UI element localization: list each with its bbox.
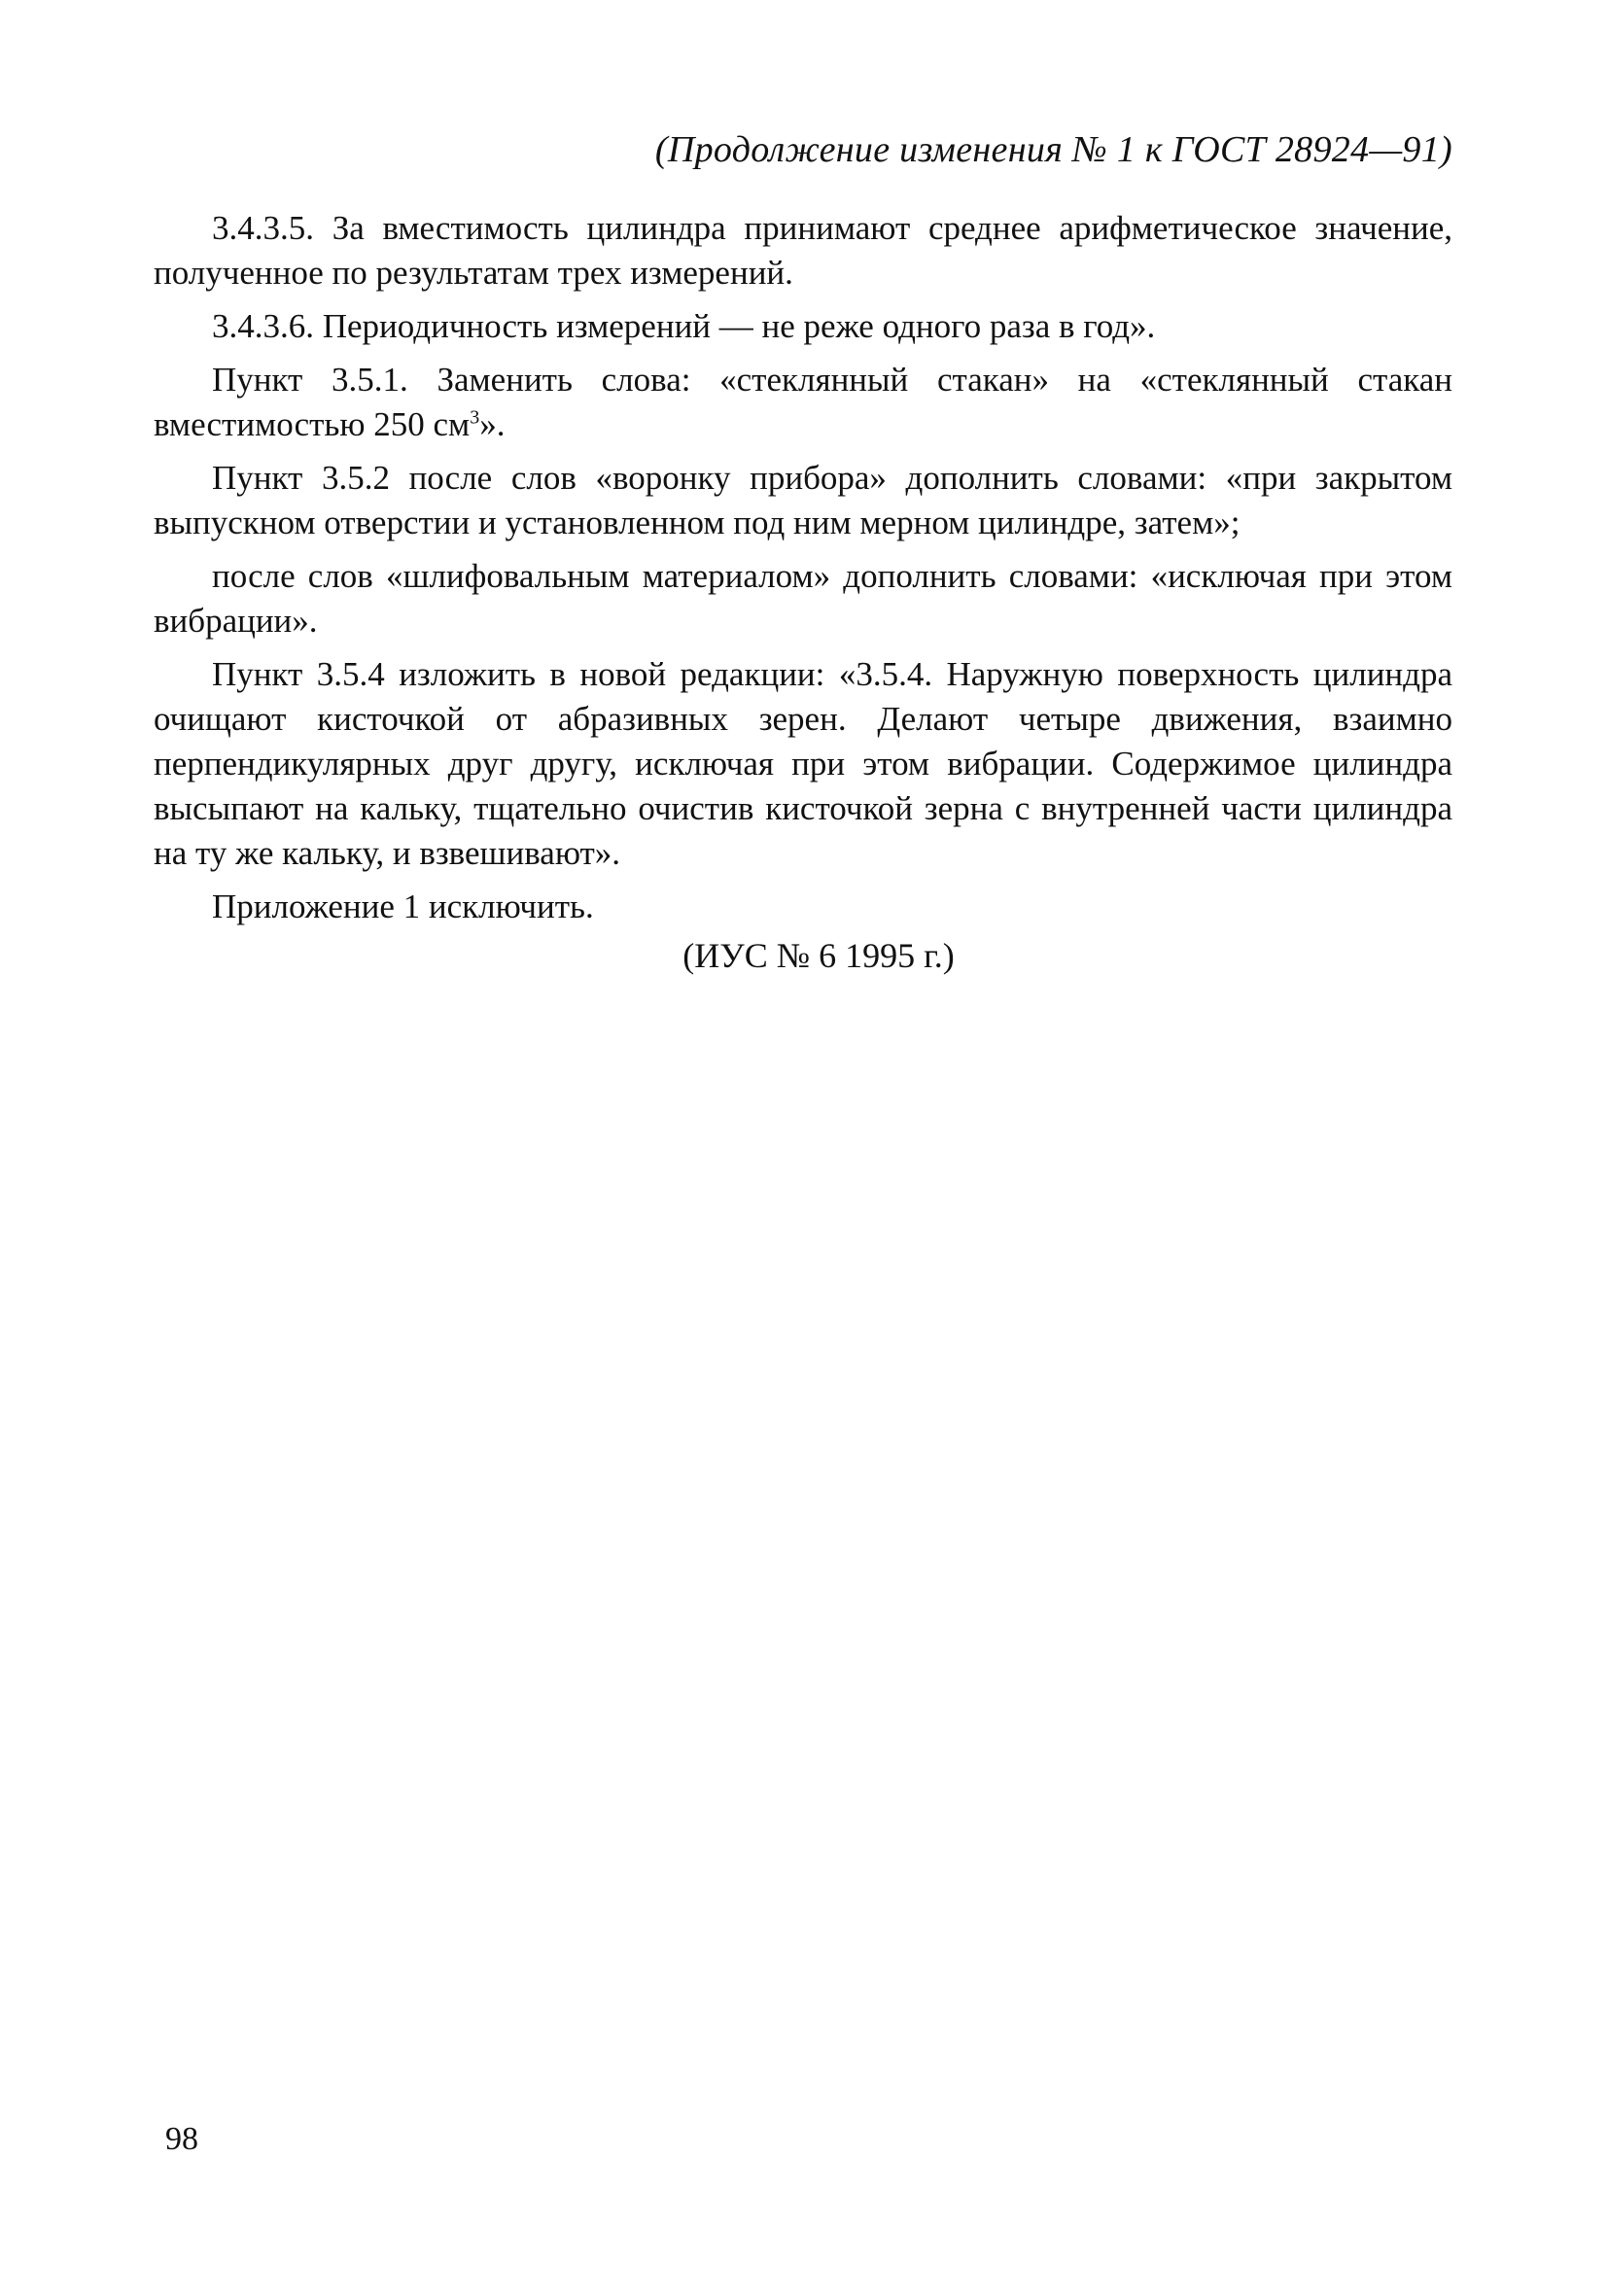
paragraph-3-4-3-5: 3.4.3.5. За вместимость цилиндра принимают среднее арифметическое значение, полученное по результатам трех измерений.	[154, 209, 1452, 292]
paragraph-3-4-3-6: 3.4.3.6. Периодичность измерений — не реже одного раза в год».	[212, 307, 1156, 345]
paragraph-3-5-1-text: Пункт 3.5.1. Заменить слова: «стеклянный стакан» на «стеклянный стакан вместимостью 250 см	[154, 361, 1452, 443]
paragraph-3-5-4: Пункт 3.5.4 изложить в новой редакции: «3.5.4. Наружную поверхность цилиндра очищают кисточкой от абразивных зерен. Делают четыре движения, взаимно перпендикулярных друг другу, исключая при этом вибрации. Содержимое цилиндра высыпают на кальку, тщательно очистив кисточкой зерна с внутренней части цилиндра на ту же кальку, и взвешивают».	[154, 655, 1452, 872]
document-body	[154, 206, 1452, 938]
source-note: (ИУС № 6 1995 г.)	[682, 936, 955, 975]
paragraph-appendix: Приложение 1 исключить.	[212, 887, 594, 925]
paragraph-3-5-2: Пункт 3.5.2 после слов «воронку прибора» дополнить словами: «при закрытом выпускном отверстии и установленном под ним мерном цилиндре, затем»;	[154, 459, 1452, 541]
paragraph-3-5-1	[154, 358, 1452, 447]
page-header: (Продолжение изменения № 1 к ГОСТ 28924—91)	[654, 129, 1452, 170]
paragraph-3-5-1-tail: ».	[479, 405, 506, 443]
paragraph-3-5-2-continued: после слов «шлифовальным материалом» дополнить словами: «исключая при этом вибрации».	[154, 557, 1452, 640]
page-number: 98	[165, 2121, 198, 2157]
unit-superscript: 3	[470, 406, 480, 429]
